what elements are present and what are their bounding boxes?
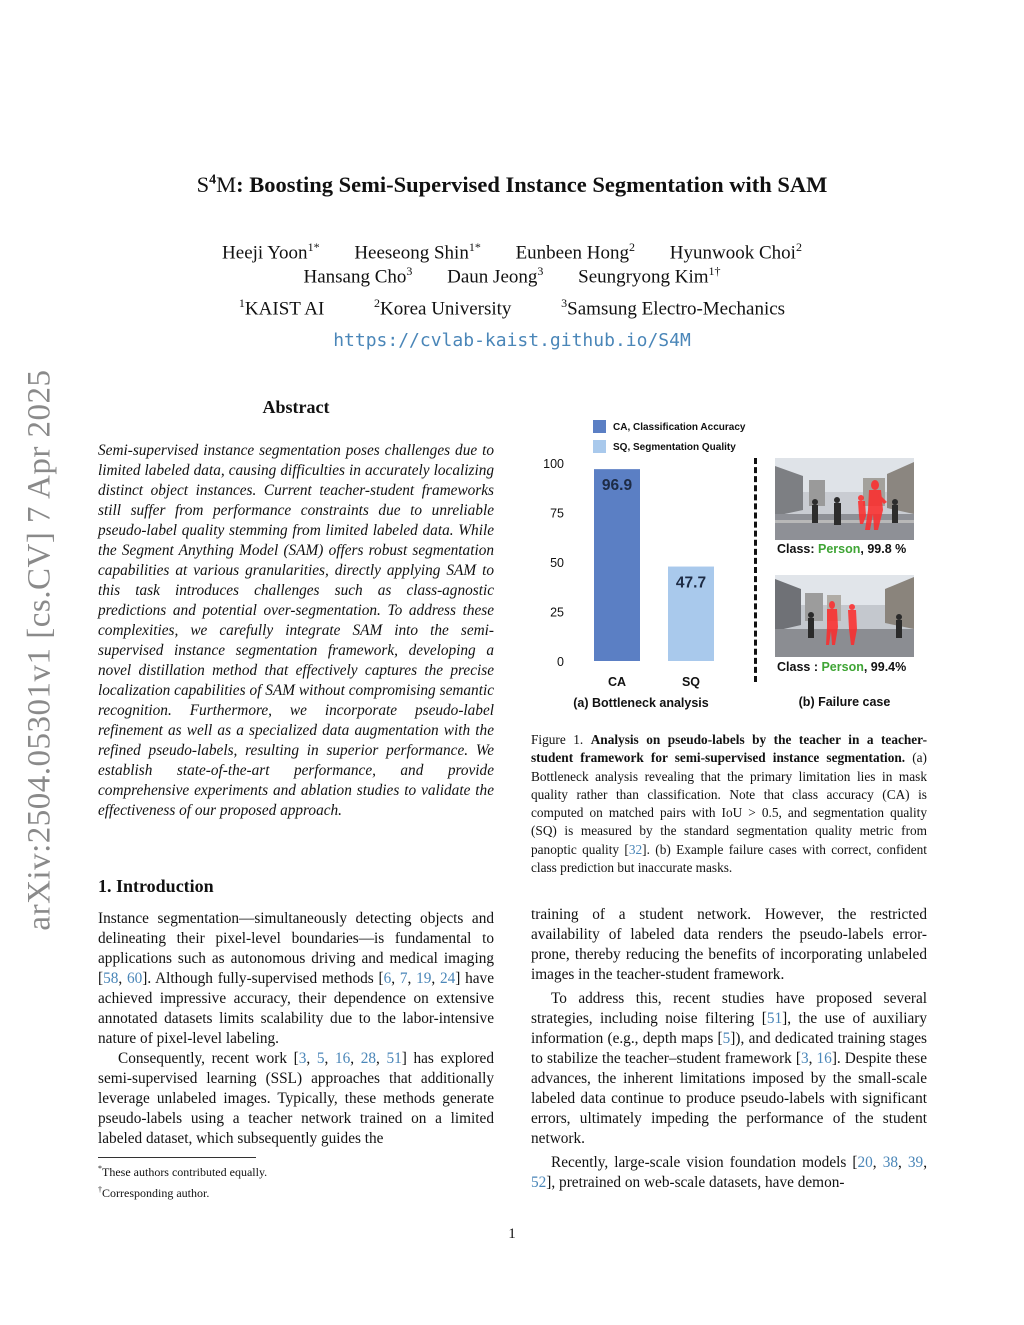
x-category-label: SQ	[681, 675, 701, 689]
legend-swatch-ca	[593, 420, 606, 433]
author: Heeji Yoon$^{1*}$	[222, 240, 320, 264]
failure-case-label-1: Class: Person, 99.8 %	[777, 542, 907, 556]
bar-value-label: 96.9	[601, 477, 633, 495]
citation-link[interactable]: 38	[882, 1154, 898, 1171]
citation-link[interactable]: 6	[383, 970, 392, 987]
affiliation: $^1$KAIST AI	[238, 296, 325, 320]
author: Daun Jeong$^3$	[447, 264, 544, 288]
legend-label-ca: CA, Classification Accuracy	[613, 422, 746, 433]
title-prefix-m: M	[216, 172, 237, 197]
bar-ca	[594, 469, 640, 661]
y-tick-label: 0	[557, 655, 564, 669]
abstract-heading: Abstract	[262, 397, 330, 417]
author-row-1	[0, 240, 1024, 264]
paper-title	[0, 172, 1024, 198]
figure-1-caption: Figure 1. Analysis on pseudo-labels by the teacher in a teacher-student framework for semi-supervised instance segmentation. (a) Bottleneck analysis revealing that the primary limitation lies in mask quality rather than classification. Note that class accuracy (CA) is computed on matched pairs with IoU > 0.5, and segmentation quality (SQ) is measured by the standard segmentation quality metric from panoptic quality [32]. (b) Example failure cases with correct, confident class prediction but inaccurate masks.	[531, 732, 928, 876]
citation-link[interactable]: 60	[127, 970, 143, 987]
y-tick-label: 50	[550, 556, 564, 570]
author: Seungryong Kim$^{1\dagger}$	[578, 264, 721, 288]
citation-link[interactable]: 24	[439, 970, 456, 987]
intro-paragraph-3: training of a student network. However, the restricted availability of labeled data renders the pseudo-labels error-prone, thereby reducing the benefits of incorporating unlabeled images in the teacher-student framework.	[531, 906, 927, 983]
citation-link[interactable]: 20	[857, 1154, 873, 1171]
citation-link[interactable]: 51	[766, 1010, 783, 1027]
citation-link[interactable]: 52	[531, 1174, 547, 1191]
chart-caption-b: (b) Failure case	[798, 695, 891, 709]
citation-link[interactable]: 32	[628, 841, 643, 857]
intro-left-column	[98, 909, 494, 1149]
failure-case-label-2: Class : Person, 99.4%	[777, 660, 907, 674]
footnote-1: *These authors contributed equally.	[98, 1164, 268, 1179]
citation-link[interactable]: 7	[399, 970, 408, 987]
footnote-2: †Corresponding author.	[98, 1185, 210, 1200]
author: Hyunwook Choi$^2$	[669, 240, 802, 264]
x-category-label: CA	[607, 675, 627, 689]
citation-link[interactable]: 3	[800, 1050, 809, 1067]
title-rest: : Boosting Semi-Supervised Instance Segmentation with SAM	[236, 172, 828, 197]
page-number: 1	[508, 1226, 516, 1242]
citation-link[interactable]: 39	[907, 1154, 924, 1171]
failure-case-image-1	[775, 458, 914, 540]
author: Heeseong Shin$^{1*}$	[354, 240, 481, 264]
citation-link[interactable]: 16	[816, 1050, 832, 1067]
citation-link[interactable]: 28	[360, 1050, 376, 1067]
affiliations	[0, 296, 1024, 320]
legend-label-sq: SQ, Segmentation Quality	[613, 442, 736, 453]
figure-separator	[754, 458, 757, 682]
section-heading-introduction: 1. Introduction	[98, 876, 214, 896]
intro-paragraph-1: Instance segmentation—simultaneously detecting objects and delineating their pixel-level boundaries—is fundamental to applications such as autonomous driving and medical imaging [58, 60]. Although fully-supervised methods [6, 7, 19, 24] have achieved impressive accuracy, their dependence on extensive annotated datasets limits scalability due to the labor-intensive nature of pixel-level labeling.	[98, 910, 494, 1047]
y-tick-label: 100	[543, 457, 564, 471]
citation-link[interactable]: 3	[298, 1050, 307, 1067]
intro-paragraph-5: Recently, large-scale vision foundation models [20, 38, 39, 52], pretrained on web-scale datasets, have demon-	[531, 1154, 928, 1191]
citation-link[interactable]: 5	[722, 1030, 731, 1047]
intro-right-column	[531, 905, 927, 1193]
intro-paragraph-2: Consequently, recent work [3, 5, 16, 28, 51] has explored semi-supervised learning (SSL) approaches that additionally leverage unlabeled images. Typically, these methods generate pseudo-labels using a teacher network trained on a limited labeled dataset, which subsequently guides the	[98, 1050, 494, 1147]
title-prefix-s: S	[196, 172, 210, 197]
title-prefix-sup: 4	[209, 172, 217, 188]
citation-link[interactable]: 58	[103, 970, 119, 987]
y-tick-label: 25	[550, 605, 564, 620]
author: Eunbeen Hong$^2$	[515, 240, 636, 264]
abstract-text: Semi-supervised instance segmentation poses challenges due to limited labeled data, causing difficulties in accurately localizing distinct object instances. Current teacher-student frameworks still suffer from performance constraints due to unreliable pseudo-label quality stemming from limited labeled data. While the Segment Anything Model (SAM) offers robust segmentation capabilities at various granularities, directly applying SAM to this task introduces challenges such as class-agnostic predictions and potential over-segmentation. To address these complexities, we carefully integrate SAM into the semi-supervised instance segmentation framework, developing a novel distillation method that effectively captures the precise localization capabilities of SAM without compromising semantic recognition. Furthermore, we incorporate pseudo-label refinement as well as a specialized data augmentation with the refined pseudo-labels, resulting in superior performance. We establish state-of-the-art performance, and provide comprehensive experiments and ablation studies to validate the effectiveness of our proposed approach.	[98, 442, 494, 819]
author: Hansang Cho$^3$	[303, 264, 413, 288]
figure-1	[531, 410, 931, 720]
author-row-2	[0, 264, 1024, 288]
arxiv-stamp: arXiv:2504.05301v1 [cs.CV] 7 Apr 2025	[21, 369, 58, 931]
citation-link[interactable]: 19	[416, 970, 432, 987]
project-url-link[interactable]: https://cvlab-kaist.github.io/S4M	[333, 330, 691, 351]
footnotes	[98, 1160, 267, 1202]
y-tick-label: 75	[550, 506, 564, 521]
citation-link[interactable]: 5	[316, 1050, 325, 1067]
legend-swatch-sq	[593, 440, 606, 453]
citation-link[interactable]: 51	[386, 1050, 402, 1067]
affiliation: $^2$Korea University	[374, 296, 512, 320]
bar-value-label: 47.7	[675, 574, 707, 592]
chart-caption-a: (a) Bottleneck analysis	[573, 696, 709, 710]
footnote-rule	[98, 1157, 256, 1158]
bar-chart	[531, 410, 751, 710]
intro-paragraph-4: To address this, recent studies have proposed several strategies, including noise filtering [51], the use of auxiliary information (e.g., depth maps [5]), and dedicated training stages to stabilize the teacher–student framework [3, 16]. Despite these advances, the inherent limitations imposed by the small-scale labeled data continue to produce pseudo-labels with significant errors, ultimately impeding the performance of the student network.	[531, 990, 927, 1147]
affiliation: $^3$Samsung Electro-Mechanics	[561, 296, 786, 320]
citation-link[interactable]: 16	[334, 1050, 351, 1067]
failure-case-image-2	[775, 575, 914, 657]
